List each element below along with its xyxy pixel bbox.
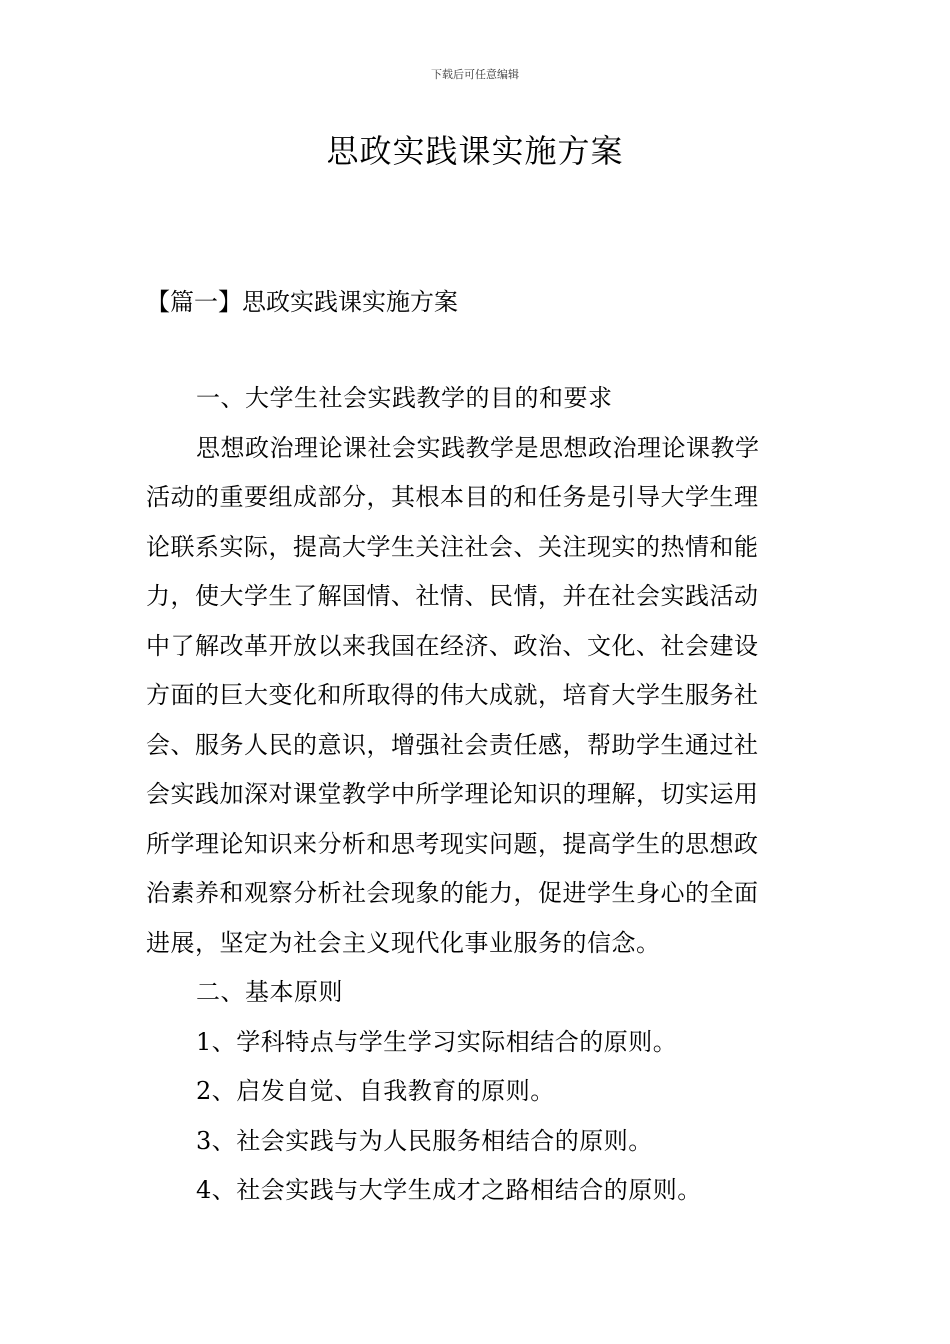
body-line: 进展，坚定为社会主义现代化事业服务的信念。	[146, 928, 661, 957]
document-body	[146, 378, 810, 1220]
body-line: 中了解改革开放以来我国在经济、政治、文化、社会建设	[146, 631, 759, 660]
section-title: 【篇一】思政实践课实施方案	[146, 288, 458, 316]
body-line: 力，使大学生了解国情、社情、民情，并在社会实践活动	[146, 582, 759, 610]
body-line: 治素养和观察分析社会现象的能力，促进学生身心的全面	[146, 879, 759, 907]
body-line: 论联系实际，提高大学生关注社会、关注现实的热情和能	[146, 532, 759, 561]
body-line: 方面的巨大变化和所取得的伟大成就，培育大学生服务社	[146, 681, 759, 709]
body-line: 所学理论知识来分析和思考现实问题，提高学生的思想政	[146, 829, 759, 858]
body-line: 3、社会实践与为人民服务相结合的原则。	[196, 1126, 653, 1155]
body-line: 二、基本原则	[196, 978, 343, 1006]
body-line: 思想政治理论课社会实践教学是思想政治理论课教学	[196, 433, 760, 462]
body-line: 4、社会实践与大学生成才之路相结合的原则。	[196, 1176, 702, 1204]
header-note: 下载后可任意编辑	[431, 68, 519, 81]
body-line: 活动的重要组成部分，其根本目的和任务是引导大学生理	[146, 483, 759, 511]
body-line: 会实践加深对课堂教学中所学理论知识的理解，切实运用	[146, 780, 759, 808]
body-line: 1、学科特点与学生学习实际相结合的原则。	[196, 1027, 678, 1056]
body-line: 2、启发自觉、自我教育的原则。	[196, 1077, 555, 1105]
document-title: 思政实践课实施方案	[326, 132, 624, 170]
body-line: 一、大学生社会实践教学的目的和要求	[196, 384, 613, 412]
body-line: 会、服务人民的意识，增强社会责任感，帮助学生通过社	[146, 730, 759, 759]
